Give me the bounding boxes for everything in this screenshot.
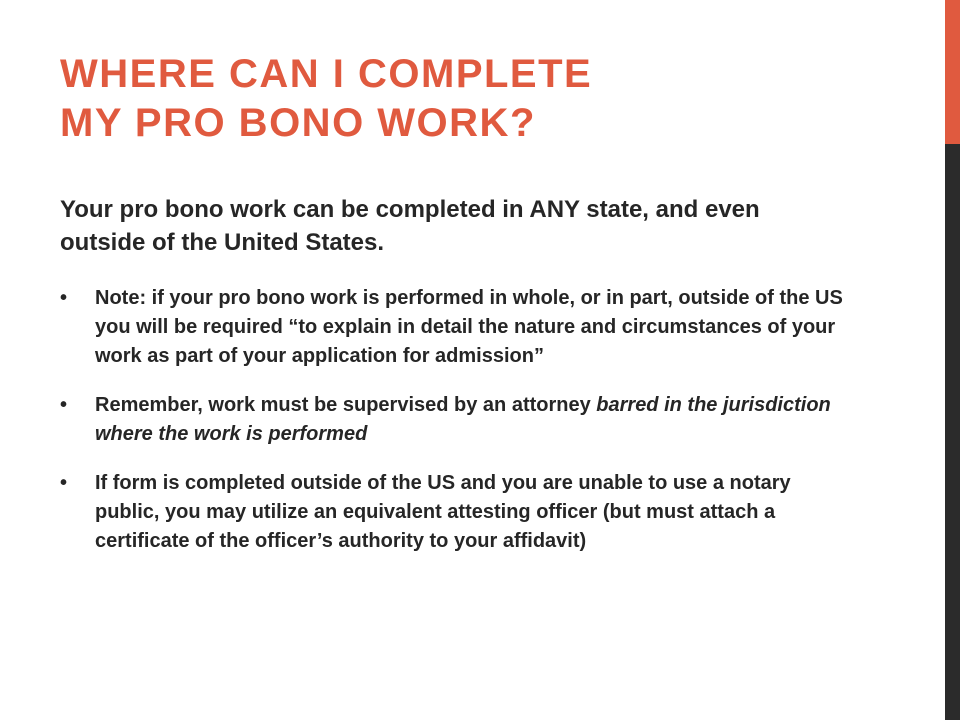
dark-side-bar — [945, 144, 960, 720]
slide-title-line-2: MY PRO BONO WORK? — [60, 101, 536, 145]
bullet-item-notary — [60, 469, 860, 556]
intro-text: Your pro bono work can be completed in ANY state, and even outside of the United States. — [60, 196, 760, 256]
bullet-text-italic: barred in the jurisdiction where the work is performed — [95, 394, 831, 445]
slide-title — [60, 50, 920, 148]
bullet-list — [60, 284, 860, 576]
bullet-item-remember — [60, 391, 860, 449]
bullet-icon: • — [60, 287, 68, 309]
bullet-item-note — [60, 284, 860, 371]
bullet-icon: • — [60, 394, 68, 416]
bullet-text: If form is completed outside of the US and you are unable to use a notary public, you may utilize an equivalent attesting officer (but must attach a certificate of the officer’s authority to your affidavit) — [95, 472, 791, 552]
bullet-text: Remember, work must be supervised by an attorney — [95, 394, 597, 416]
slide-title-line-1: WHERE CAN I COMPLETE — [60, 52, 593, 96]
accent-side-bar — [945, 0, 960, 144]
bullet-icon: • — [60, 472, 68, 494]
bullet-text: Note: if your pro bono work is performed in whole, or in part, outside of the US you will be required “to explain in detail the nature and circumstances of your work as part of your application for admission” — [95, 287, 843, 367]
